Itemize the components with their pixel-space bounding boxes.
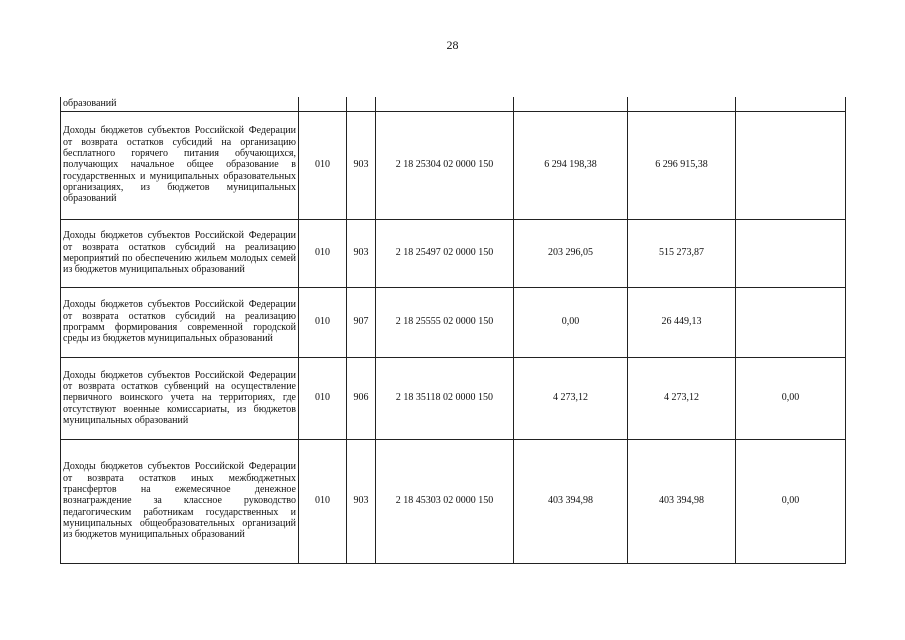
row-description: Доходы бюджетов субъектов Российской Федерации от возврата остатков иных межбюджетных трансфертов на ежемесячное денежное вознаграждение за классное руководство педагогическим работникам государственных и муниципальных общеобразовательных организаций из бюджетов муниципальных образований — [61, 439, 299, 563]
table-row — [61, 439, 846, 563]
row-description: Доходы бюджетов субъектов Российской Федерации от возврата остатков субвенций на осуществление первичного воинского учета на территориях, где отсутствуют военные комиссариаты, из бюджетов муниципальных образований — [61, 357, 299, 439]
budget-table — [60, 97, 846, 564]
code-b-cell: 907 — [347, 287, 376, 357]
code-a-cell: 010 — [299, 111, 347, 219]
cell — [514, 97, 628, 111]
code-b-cell: 903 — [347, 111, 376, 219]
row-description: образований — [61, 97, 299, 111]
table-row — [61, 219, 846, 287]
amount-3-cell: 0,00 — [736, 439, 846, 563]
kbk-cell: 2 18 45303 02 0000 150 — [376, 439, 514, 563]
kbk-cell: 2 18 25555 02 0000 150 — [376, 287, 514, 357]
page-number: 28 — [446, 38, 459, 52]
row-description: Доходы бюджетов субъектов Российской Федерации от возврата остатков субсидий на организацию бесплатного горячего питания обучающихся, получающих начальное общее образование в государственных и муниципальных образовательных организациях, из бюджетов муниципальных образований — [61, 111, 299, 219]
table-row — [61, 111, 846, 219]
code-a-cell: 010 — [299, 439, 347, 563]
row-description: Доходы бюджетов субъектов Российской Федерации от возврата остатков субсидий на реализацию программ формирования современной городской среды из бюджетов муниципальных образований — [61, 287, 299, 357]
cell — [736, 97, 846, 111]
code-b-cell: 903 — [347, 439, 376, 563]
code-a-cell: 010 — [299, 219, 347, 287]
amount-1-cell: 6 294 198,38 — [514, 111, 628, 219]
amount-1-cell: 203 296,05 — [514, 219, 628, 287]
amount-2-cell: 26 449,13 — [628, 287, 736, 357]
amount-1-cell: 4 273,12 — [514, 357, 628, 439]
row-description: Доходы бюджетов субъектов Российской Федерации от возврата остатков субсидий на реализацию мероприятий по обеспечению жильем молодых семей из бюджетов муниципальных образований — [61, 219, 299, 287]
cell — [347, 97, 376, 111]
table-row-continuation — [61, 97, 846, 111]
kbk-cell: 2 18 35118 02 0000 150 — [376, 357, 514, 439]
amount-2-cell: 6 296 915,38 — [628, 111, 736, 219]
amount-1-cell: 403 394,98 — [514, 439, 628, 563]
code-b-cell: 906 — [347, 357, 376, 439]
amount-1-cell: 0,00 — [514, 287, 628, 357]
kbk-cell: 2 18 25304 02 0000 150 — [376, 111, 514, 219]
code-a-cell: 010 — [299, 287, 347, 357]
cell — [299, 97, 347, 111]
amount-3-cell: 0,00 — [736, 357, 846, 439]
amount-2-cell: 4 273,12 — [628, 357, 736, 439]
amount-3-cell — [736, 111, 846, 219]
amount-3-cell — [736, 287, 846, 357]
kbk-cell: 2 18 25497 02 0000 150 — [376, 219, 514, 287]
table-row — [61, 357, 846, 439]
code-a-cell: 010 — [299, 357, 347, 439]
amount-2-cell: 515 273,87 — [628, 219, 736, 287]
code-b-cell: 903 — [347, 219, 376, 287]
table-row — [61, 287, 846, 357]
cell — [376, 97, 514, 111]
cell — [628, 97, 736, 111]
amount-3-cell — [736, 219, 846, 287]
amount-2-cell: 403 394,98 — [628, 439, 736, 563]
